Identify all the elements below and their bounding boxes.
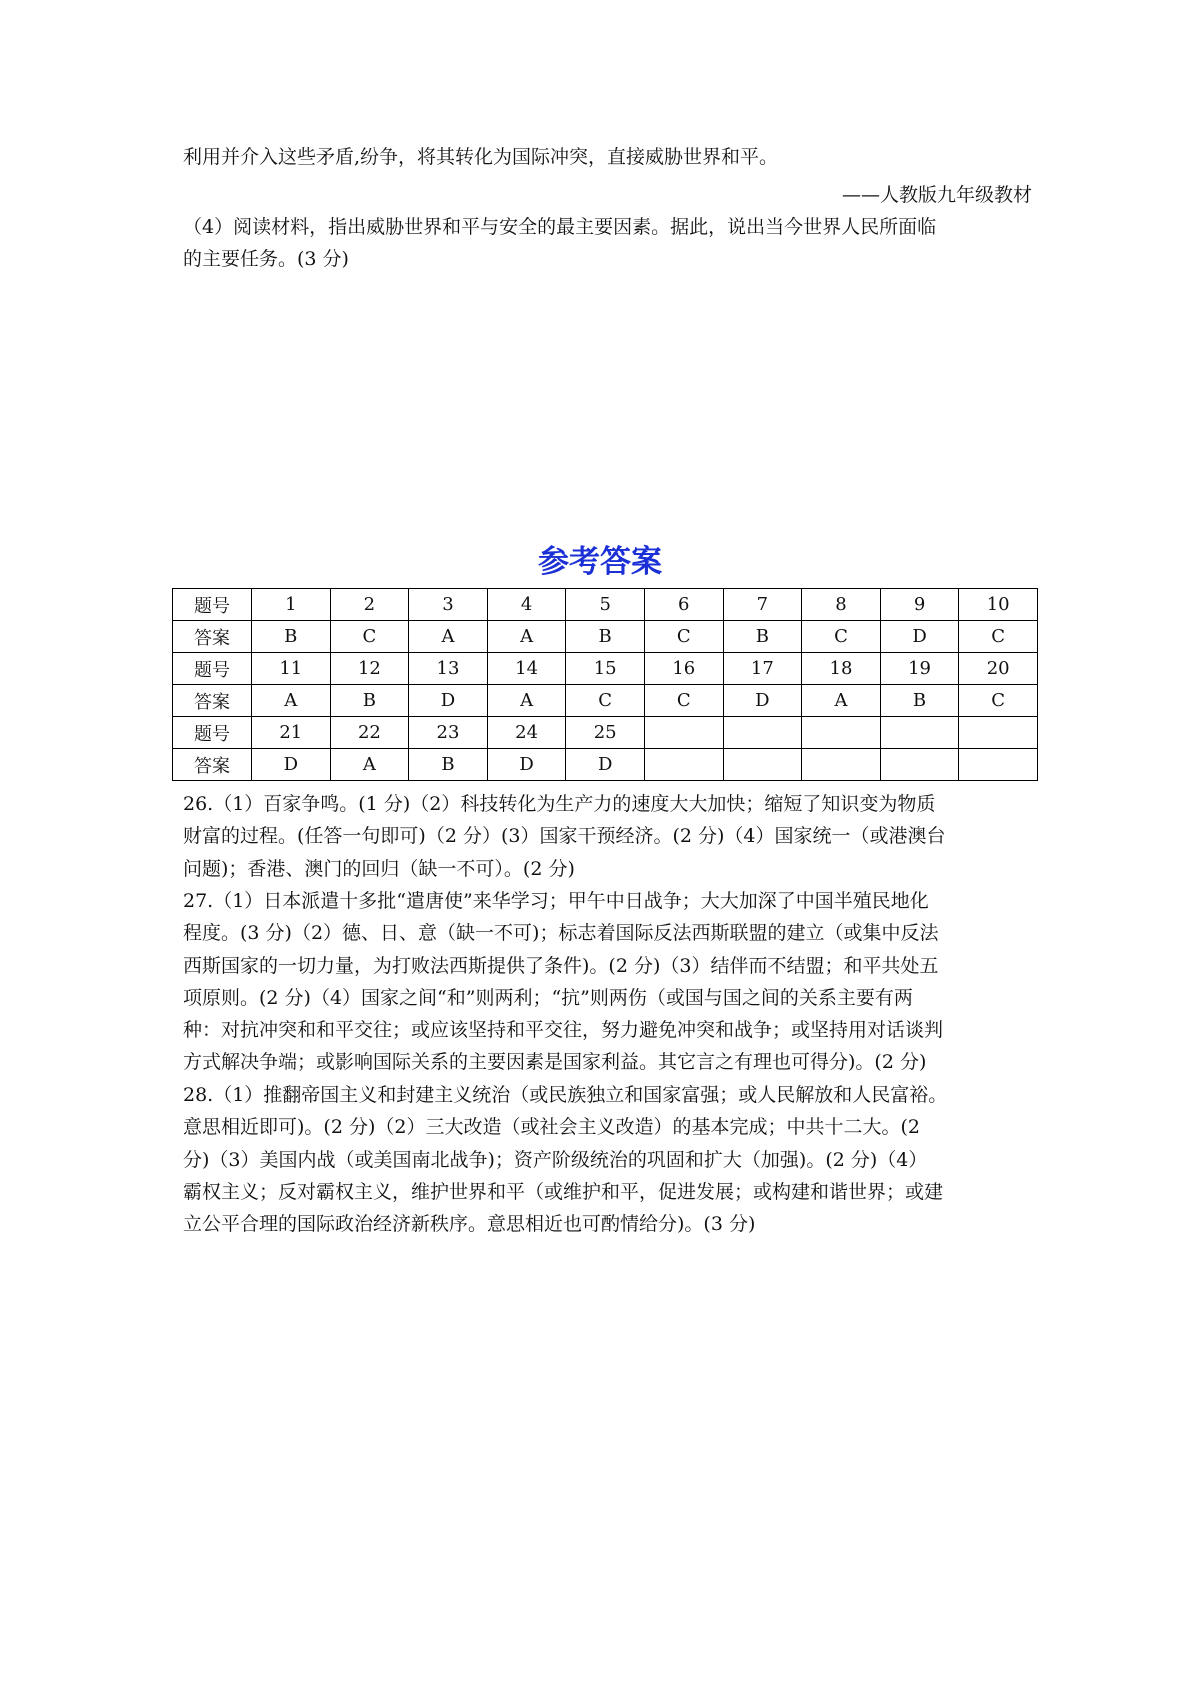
table-cell: A <box>252 685 331 717</box>
answer-line: 西斯国家的一切力量，为打败法西斯提供了条件)。(2 分)（3）结伴而不结盟；和平共处五 <box>183 954 939 977</box>
table-cell: D <box>252 749 331 781</box>
table-cell: 11 <box>252 653 331 685</box>
table-cell: 5 <box>566 589 645 621</box>
table-cell: B <box>409 749 488 781</box>
table-cell: D <box>409 685 488 717</box>
answer-line: 意思相近即可)。(2 分)（2）三大改造（或社会主义改造）的基本完成；中共十二大。(2 <box>183 1116 920 1139</box>
table-cell: 题号 <box>173 589 252 621</box>
table-cell: 18 <box>802 653 881 685</box>
table-cell: 22 <box>330 717 409 749</box>
table-cell: A <box>487 685 566 717</box>
table-cell: 24 <box>487 717 566 749</box>
table-cell: C <box>802 621 881 653</box>
table-cell: B <box>723 621 802 653</box>
table-cell: 8 <box>802 589 881 621</box>
table-cell: 12 <box>330 653 409 685</box>
table-cell: 答案 <box>173 621 252 653</box>
table-cell: 答案 <box>173 685 252 717</box>
table-cell: C <box>566 685 645 717</box>
answer-table <box>172 588 1038 781</box>
table-cell <box>802 749 881 781</box>
table-cell: 答案 <box>173 749 252 781</box>
answer-line: 霸权主义；反对霸权主义，维护世界和平（或维护和平，促进发展；或构建和谐世界；或建 <box>183 1180 944 1203</box>
answer-line: 27.（1）日本派遣十多批“遣唐使”来华学习；甲午中日战争；大大加深了中国半殖民地化 <box>183 890 929 912</box>
table-cell: 20 <box>959 653 1038 685</box>
table-cell: D <box>566 749 645 781</box>
table-cell: A <box>409 621 488 653</box>
table-cell: 19 <box>880 653 959 685</box>
table-cell <box>644 749 723 781</box>
table-cell: 15 <box>566 653 645 685</box>
answer-line: 立公平合理的国际政治经济新秩序。意思相近也可酌情给分)。(3 分) <box>183 1213 756 1236</box>
table-cell: 9 <box>880 589 959 621</box>
table-row <box>173 589 1038 621</box>
answer-line: 方式解决争端；或影响国际关系的主要因素是国家利益。其它言之有理也可得分)。(2 分) <box>183 1051 927 1074</box>
table-row <box>173 749 1038 781</box>
answer-title: 参考答案 <box>538 544 662 580</box>
table-cell: 23 <box>409 717 488 749</box>
table-row <box>173 685 1038 717</box>
answer-line: 26.（1）百家争鸣。(1 分)（2）科技转化为生产力的速度大大加快；缩短了知识变为物质 <box>183 793 936 815</box>
table-cell: D <box>487 749 566 781</box>
table-cell: C <box>959 685 1038 717</box>
answer-line: 财富的过程。(任答一句即可)（2 分）(3）国家干预经济。(2 分)（4）国家统一（或港澳台 <box>183 825 946 848</box>
table-cell: 6 <box>644 589 723 621</box>
table-cell: A <box>487 621 566 653</box>
table-cell: 21 <box>252 717 331 749</box>
table-cell: C <box>330 621 409 653</box>
material-source: ——人教版九年级教材 <box>841 184 1032 206</box>
table-cell <box>802 717 881 749</box>
table-cell: A <box>802 685 881 717</box>
table-cell: 13 <box>409 653 488 685</box>
table-cell <box>959 749 1038 781</box>
table-cell <box>880 749 959 781</box>
table-cell: 7 <box>723 589 802 621</box>
answer-line: 分)（3）美国内战（或美国南北战争)；资产阶级统治的巩固和扩大（加强)。(2 分)（4） <box>183 1148 928 1171</box>
table-cell: 3 <box>409 589 488 621</box>
table-cell: C <box>644 685 723 717</box>
table-cell: 2 <box>330 589 409 621</box>
question-4-line2: 的主要任务。(3 分) <box>183 248 349 270</box>
answer-line: 28.（1）推翻帝国主义和封建主义统治（或民族独立和国家富强；或人民解放和人民富裕。 <box>183 1084 948 1106</box>
table-cell: B <box>330 685 409 717</box>
table-cell <box>959 717 1038 749</box>
table-cell: 4 <box>487 589 566 621</box>
table-row <box>173 653 1038 685</box>
table-cell: 17 <box>723 653 802 685</box>
answer-28 <box>183 1079 1039 1240</box>
table-cell: D <box>723 685 802 717</box>
table-cell: 1 <box>252 589 331 621</box>
table-cell: B <box>566 621 645 653</box>
table-cell <box>723 749 802 781</box>
table-cell: C <box>959 621 1038 653</box>
table-cell: B <box>252 621 331 653</box>
answer-26 <box>183 788 1039 885</box>
answer-27 <box>183 885 1039 1079</box>
table-cell: B <box>880 685 959 717</box>
table-cell: A <box>330 749 409 781</box>
table-row <box>173 717 1038 749</box>
table-cell: 14 <box>487 653 566 685</box>
table-cell <box>723 717 802 749</box>
table-cell: D <box>880 621 959 653</box>
answer-line: 程度。(3 分)（2）德、日、意（缺一不可)；标志着国际反法西斯联盟的建立（或集中反法 <box>183 922 939 945</box>
table-cell: C <box>644 621 723 653</box>
table-cell <box>880 717 959 749</box>
table-cell <box>644 717 723 749</box>
table-cell: 题号 <box>173 717 252 749</box>
question-material-line: 利用并介入这些矛盾,纷争，将其转化为国际冲突，直接威胁世界和平。 <box>183 146 779 168</box>
table-cell: 题号 <box>173 653 252 685</box>
answer-line: 种：对抗冲突和和平交往；或应该坚持和平交往，努力避免冲突和战争；或坚持用对话谈判 <box>183 1019 944 1042</box>
table-cell: 25 <box>566 717 645 749</box>
table-cell: 16 <box>644 653 723 685</box>
question-4-line1: （4）阅读材料，指出威胁世界和平与安全的最主要因素。据此，说出当今世界人民所面临 <box>183 216 937 238</box>
table-cell: 10 <box>959 589 1038 621</box>
answer-line: 问题)；香港、澳门的回归（缺一不可）。(2 分) <box>183 857 575 880</box>
table-row <box>173 621 1038 653</box>
answer-line: 项原则。(2 分)（4）国家之间“和”则两利；“抗”则两伤（或国与国之间的关系主要有两 <box>183 986 913 1009</box>
